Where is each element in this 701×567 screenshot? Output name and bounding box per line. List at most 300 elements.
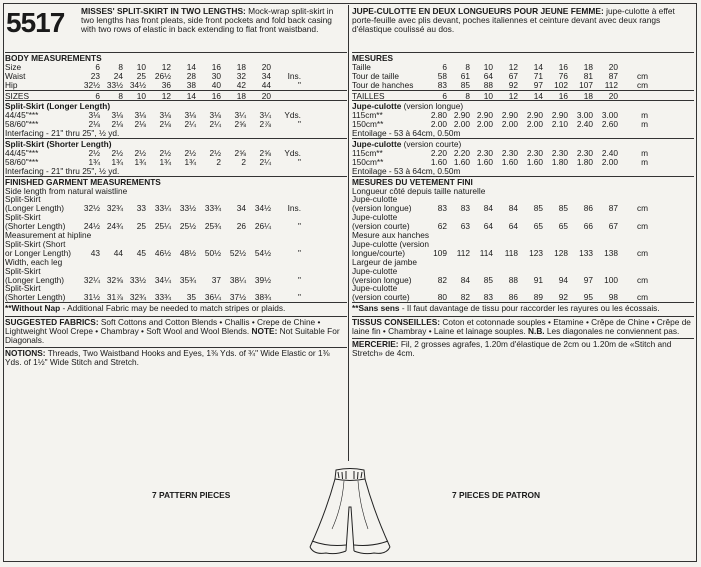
- finished-measurement-value: 97: [583, 274, 593, 285]
- yardage-shorter-label: 150cm**: [352, 156, 384, 167]
- body-measurement-value: 102: [554, 79, 568, 90]
- finished-measurement-label-line: Split-Skirt: [5, 212, 41, 223]
- finished-measurement-value: 100: [604, 274, 618, 285]
- size-value: 12: [508, 90, 518, 101]
- body-measurement-value: 6: [442, 61, 447, 72]
- yardage-longer-value: 2.10: [551, 119, 568, 130]
- finished-measurement-value: 94: [558, 274, 568, 285]
- yardage-longer-value: 2⅛: [159, 119, 171, 130]
- finished-measurement-label-line: Mesure aux hanches: [352, 230, 430, 241]
- finished-measurement-value: 45: [136, 247, 146, 258]
- body-measurement-value: 92: [508, 79, 518, 90]
- interfacing-note: Interfacing - 21" thru 25", ½ yd.: [5, 165, 120, 176]
- finished-measurement-value: 39½: [254, 274, 271, 285]
- tissus-text: Coton et cotonnade souples • Etamine • Crêpe de Chine • Crêpe de laine fin • Chambray • Laine et lainage souples.: [352, 317, 691, 337]
- size-value: 16: [558, 90, 568, 101]
- yardage-shorter-value: 2.20: [430, 147, 447, 158]
- yardage-longer-value: 3⅛: [134, 110, 146, 121]
- fabrics-title: SUGGESTED FABRICS:: [5, 317, 99, 328]
- body-measurement-value: 12: [508, 61, 518, 72]
- shorter-length-header: Split-Skirt (Shorter Length): [5, 139, 112, 150]
- finished-measurement-label-line: Jupe-culotte: [352, 212, 398, 223]
- size-label: SIZES: [5, 90, 29, 101]
- yardage-longer-value: 2⅛: [88, 119, 100, 130]
- yardage-shorter-value: 1.60: [453, 156, 470, 167]
- yardage-longer-value: 2⅛: [111, 119, 123, 130]
- yardage-shorter-value: 1.60: [476, 156, 493, 167]
- body-measurement-value: 112: [604, 79, 618, 90]
- finished-measurement-label-line: Split-Skirt: [5, 265, 41, 276]
- finished-measurement-value: 85: [533, 203, 543, 214]
- finished-measurement-unit: cm: [636, 274, 648, 285]
- column-divider: [348, 5, 349, 461]
- body-measurement-value: 28: [186, 70, 196, 81]
- finished-measurement-value: 112: [456, 247, 470, 258]
- body-measurement-value: 12: [161, 61, 171, 72]
- finished-measurement-value: 25½: [179, 221, 196, 232]
- body-measurement-value: 26½: [154, 70, 171, 81]
- sans-sens-note: [352, 302, 694, 316]
- finished-measurement-unit: ": [298, 274, 301, 285]
- pieces-de-patron-count: 7 PIECES DE PATRON: [452, 490, 541, 500]
- yardage-shorter-label: 44/45"***: [5, 147, 39, 158]
- finished-measurement-label-line: Width, each leg: [5, 256, 63, 267]
- tissus-conseilles: [352, 316, 694, 338]
- body-measurement-unit: cm: [636, 70, 648, 81]
- english-column: [5, 7, 347, 367]
- yardage-shorter-value: 2½: [111, 147, 123, 158]
- finished-measurement-unit: ": [298, 247, 301, 258]
- finished-measurement-value: 32¾: [106, 203, 123, 214]
- finished-measurement-value: 32⅝: [106, 274, 123, 285]
- yardage-longer-value: 2.90: [526, 110, 543, 121]
- yardage-longer: [5, 100, 347, 138]
- finished-measurement-value: 48½: [179, 247, 196, 258]
- metrage-longue: [352, 100, 694, 138]
- tailles-row-section: [352, 90, 694, 101]
- finished-measurement-value: 52½: [229, 247, 246, 258]
- yardage-shorter-value: 2.30: [526, 147, 543, 158]
- finished-measurement-value: 25: [136, 221, 146, 232]
- size-unit: [271, 92, 301, 101]
- fabrics-text: Soft Cottons and Cotton Blends • Challis • Crepe de Chine • Lightweight Wool Crepe • Chambray • Soft Wool and Wool Blends.: [5, 317, 321, 337]
- finished-measurement-value: 44: [113, 247, 123, 258]
- finished-measurement-label: (version courte): [352, 292, 410, 303]
- yardage-longer-label: 58/60"***: [5, 119, 39, 130]
- finished-measurement-value: 65: [533, 221, 543, 232]
- finished-measurement-value: 63: [460, 221, 470, 232]
- body-measurement-label: Taille: [352, 61, 371, 72]
- finished-measurement-value: 128: [554, 247, 568, 258]
- finished-measurement-value: 35: [186, 292, 196, 303]
- yardage-shorter-value: 2½: [134, 147, 146, 158]
- yardage-longer-value: 3.00: [601, 110, 618, 121]
- yardage-longer-value: 2.90: [476, 110, 493, 121]
- nap-note: [5, 302, 347, 316]
- yardage-shorter-value: 2⅝: [234, 147, 246, 158]
- yardage-longer-unit: Yds.: [284, 110, 301, 121]
- interfacing-note: Interfacing - 21" thru 25", ½ yd.: [5, 128, 120, 139]
- finished-measurement-value: 86: [508, 292, 518, 303]
- body-measurement-value: 6: [95, 61, 100, 72]
- size-value: 6: [442, 90, 447, 101]
- finished-measurement-row: [352, 276, 694, 285]
- yardage-longer-value: 2¼: [184, 119, 196, 130]
- finished-measurement-value: 37½: [229, 292, 246, 303]
- finished-measurement-value: 80: [437, 292, 447, 303]
- size-value: 12: [161, 90, 171, 101]
- yardage-shorter-value: 1¾: [111, 156, 123, 167]
- finished-measurement-value: 31½: [83, 292, 100, 303]
- body-measurement-value: 8: [118, 61, 123, 72]
- finished-measurement-value: 123: [529, 247, 543, 258]
- yardage-longer-value: 2⅛: [134, 119, 146, 130]
- courte-header: Jupe-culotte: [352, 139, 402, 150]
- finished-measurement-label: longue/courte): [352, 247, 406, 258]
- finished-measurement-label: (version longue): [352, 274, 412, 285]
- yardage-longer-unit: ": [298, 119, 301, 130]
- finished-measurement-label: or Longer Length): [5, 247, 71, 258]
- french-title: JUPE-CULOTTE EN DEUX LONGUEURS POUR JEUNE FEMME:: [352, 6, 604, 16]
- body-measurement-value: 18: [236, 61, 246, 72]
- finished-measurement-value: 84: [508, 203, 518, 214]
- yardage-longer-value: 2.90: [551, 110, 568, 121]
- finished-measurement-value: 37: [211, 274, 221, 285]
- finished-measurement-value: 43: [90, 247, 100, 258]
- yardage-shorter-value: 2½: [88, 147, 100, 158]
- body-measurement-value: 81: [583, 70, 593, 81]
- finished-measurement-label-line: Measurement at hipline: [5, 230, 92, 241]
- body-measurement-value: 33½: [106, 79, 123, 90]
- finished-measurement-row: [352, 293, 694, 302]
- size-value: 18: [236, 90, 246, 101]
- yardage-shorter-label: 115cm**: [352, 147, 383, 158]
- finished-measurement-value: 64: [508, 221, 518, 232]
- finished-measurement-unit: cm: [636, 221, 648, 232]
- finished-measurement-value: 38¼: [229, 274, 246, 285]
- finished-measurement-label-line: Jupe-culotte (version: [352, 238, 430, 249]
- courte-header-rest: (version courte): [401, 139, 462, 150]
- size-row: [5, 92, 347, 101]
- body-measurement-value: 42: [236, 79, 246, 90]
- mercerie-title: MERCERIE:: [352, 339, 399, 350]
- mesures: [352, 52, 694, 90]
- fini-header: MESURES DU VETEMENT FINI: [352, 176, 473, 187]
- notions-title: NOTIONS:: [5, 348, 46, 359]
- body-measurement-value: 14: [186, 61, 196, 72]
- body-measurement-value: 61: [460, 70, 470, 81]
- finished-measurement-value: 88: [508, 274, 518, 285]
- size-value: 8: [118, 90, 123, 101]
- finished-measurement-value: 33¾: [204, 203, 221, 214]
- notions: [5, 347, 347, 367]
- size-value: 14: [533, 90, 543, 101]
- interfacing-note: Entoilage - 53 à 64cm, 0.50m: [352, 165, 461, 176]
- finished-measurement-label-line: Jupe-culotte: [352, 194, 398, 205]
- finished-measurement-unit: Ins.: [287, 203, 301, 214]
- yardage-longer-label: 44/45"***: [5, 110, 39, 121]
- body-measurement-value: 36: [161, 79, 171, 90]
- yardage-longer-value: 2.60: [601, 119, 618, 130]
- finished-measurement-value: 24½: [83, 221, 100, 232]
- yardage-longer-value: 2¼: [209, 119, 221, 130]
- sans-sens-text: - Il faut davantage de tissu pour raccorder les rayures ou les écossais.: [399, 303, 660, 314]
- french-description-text: jupe-culotte à effet porte-feuille avec plis devant, poches italiennes et ceinture devant avec deux rangs d'élastique coulissé au dos.: [352, 6, 675, 34]
- body-measurement-value: 18: [583, 61, 593, 72]
- finished-measurement-value: 87: [608, 203, 618, 214]
- finished-measurement-value: 84: [483, 203, 493, 214]
- body-measurement-value: 107: [579, 79, 593, 90]
- body-measurement-label: Size: [5, 61, 22, 72]
- mesures-vetement-fini: [352, 176, 694, 303]
- finished-measurement-value: 82: [437, 274, 447, 285]
- body-measurement-value: 30: [211, 70, 221, 81]
- finished-measurement-value: 84: [460, 274, 470, 285]
- english-header: [5, 7, 347, 57]
- body-measurement-unit: Ins.: [287, 70, 301, 81]
- yardage-shorter-value: 1.60: [526, 156, 543, 167]
- size-label: TAILLES: [352, 90, 385, 101]
- finished-header: FINISHED GARMENT MEASUREMENTS: [5, 176, 161, 187]
- yardage-shorter-value: 1¾: [159, 156, 171, 167]
- yardage-longer-label: 150cm**: [352, 119, 384, 130]
- finished-measurement-value: 31⅞: [106, 292, 123, 303]
- size-row: [352, 92, 694, 101]
- yardage-shorter-value: 2.20: [453, 147, 470, 158]
- body-measurement-value: 16: [558, 61, 568, 72]
- finished-measurement-value: 32¼: [83, 274, 100, 285]
- body-measurement-label: Hip: [5, 79, 18, 90]
- body-measurement-value: 32½: [83, 79, 100, 90]
- metrage-courte: [352, 138, 694, 176]
- yardage-longer-value: 3⅛: [88, 110, 100, 121]
- longueur-note: Longueur côté depuis taille naturelle: [352, 185, 486, 196]
- finished-measurement-label: (Shorter Length): [5, 221, 66, 232]
- yardage-shorter-value: 2.30: [501, 147, 518, 158]
- yardage-shorter-unit: ": [298, 156, 301, 167]
- finished-measurement-value: 89: [533, 292, 543, 303]
- finished-measurement-unit: cm: [636, 247, 648, 258]
- finished-measurement-unit: cm: [636, 292, 648, 303]
- body-measurements: [5, 52, 347, 90]
- size-value: 14: [186, 90, 196, 101]
- finished-measurement-unit: ": [298, 221, 301, 232]
- yardage-longer-value: 3⅛: [159, 110, 171, 121]
- body-measurement-value: 67: [508, 70, 518, 81]
- yardage-shorter-value: 2½: [209, 147, 221, 158]
- longer-length-header: Split-Skirt (Longer Length): [5, 101, 111, 112]
- tissus-note-text: Les diagonales ne conviennent pas.: [544, 326, 680, 337]
- yardage-shorter: [5, 138, 347, 176]
- pattern-pieces-count: 7 PATTERN PIECES: [152, 490, 231, 500]
- yardage-shorter-value: 1¾: [134, 156, 146, 167]
- yardage-shorter-value: 2.00: [601, 156, 618, 167]
- yardage-shorter-value: 2½: [184, 147, 196, 158]
- body-measurement-value: 85: [460, 79, 470, 90]
- finished-measurement-label-line: Split-Skirt (Short: [5, 238, 66, 249]
- yardage-longer-value: 2.00: [501, 119, 518, 130]
- finished-measurement-row: [5, 204, 347, 213]
- finished-measurement-value: 118: [504, 247, 518, 258]
- body-measurement-row: [352, 81, 694, 90]
- finished-measurement-value: 36¼: [204, 292, 221, 303]
- body-measurement-value: 34: [261, 70, 271, 81]
- finished-measurement-value: 33½: [179, 203, 196, 214]
- finished-measurement-label-line: Split-Skirt: [5, 283, 41, 294]
- finished-measurement-value: 85: [558, 203, 568, 214]
- yardage-longer-unit: m: [641, 119, 648, 130]
- finished-measurement-value: 34: [236, 203, 246, 214]
- tissus-note-title: N.B.: [528, 326, 545, 337]
- body-measurement-value: 76: [558, 70, 568, 81]
- split-skirt-illustration: [302, 467, 398, 559]
- finished-measurement-value: 98: [608, 292, 618, 303]
- finished-measurement-row: [352, 204, 694, 213]
- mercerie: [352, 338, 694, 358]
- finished-measurement-value: 25¾: [204, 221, 221, 232]
- yardage-longer-value: 2.90: [501, 110, 518, 121]
- size-value: 20: [608, 90, 618, 101]
- finished-measurement-value: 26¼: [254, 221, 271, 232]
- yardage-shorter-value: 2: [216, 156, 221, 167]
- suggested-fabrics: [5, 316, 347, 347]
- yardage-longer-value: 2⅞: [259, 119, 271, 130]
- sizes-row-section: [5, 90, 347, 101]
- finished-measurement-value: 138: [604, 247, 618, 258]
- finished-measurement-value: 92: [558, 292, 568, 303]
- nap-note-text: - Additional Fabric may be needed to match stripes or plaids.: [60, 303, 286, 314]
- yardage-longer-value: 2.00: [526, 119, 543, 130]
- body-measurement-row: [5, 81, 347, 90]
- yardage-longer-value: 2.00: [476, 119, 493, 130]
- yardage-shorter-label: 58/60"***: [5, 156, 39, 167]
- finished-measurement-value: 32½: [83, 203, 100, 214]
- finished-measurement-value: 34½: [254, 203, 271, 214]
- side-length-note: Side length from natural waistline: [5, 185, 128, 196]
- finished-measurement-label-line: Jupe-culotte: [352, 265, 398, 276]
- body-measurement-value: 32: [236, 70, 246, 81]
- finished-measurement-label-line: Largeur de jambe: [352, 256, 418, 267]
- finished-measurement-value: 82: [460, 292, 470, 303]
- body-measurement-value: 88: [483, 79, 493, 90]
- yardage-shorter-unit: m: [641, 147, 648, 158]
- yardage-shorter-value: 1.60: [430, 156, 447, 167]
- yardage-longer-value: 2.00: [453, 119, 470, 130]
- finished-measurement-value: 114: [479, 247, 493, 258]
- finished-measurement-value: 64: [483, 221, 493, 232]
- body-measurement-unit: ": [298, 79, 301, 90]
- body-measurement-label: Tour de hanches: [352, 79, 414, 90]
- finished-measurement-row: [5, 293, 347, 302]
- yardage-shorter-value: 1.80: [576, 156, 593, 167]
- fabrics-note-title: NOTE:: [251, 326, 278, 337]
- yardage-longer-value: 2⅝: [234, 119, 246, 130]
- body-measurement-value: 38: [186, 79, 196, 90]
- finished-measurement-value: 26: [236, 221, 246, 232]
- finished-measurement-value: 109: [433, 247, 447, 258]
- finished-measurement-value: 65: [558, 221, 568, 232]
- yardage-shorter-value: 1.80: [551, 156, 568, 167]
- yardage-shorter-value: 2½: [159, 147, 171, 158]
- finished-measurement-value: 66: [583, 221, 593, 232]
- finished-measurement-value: 85: [483, 274, 493, 285]
- yardage-shorter-value: 2¼: [259, 156, 271, 167]
- body-measurement-value: 20: [608, 61, 618, 72]
- finished-measurement-row: [5, 276, 347, 285]
- size-value: 16: [211, 90, 221, 101]
- body-measurement-value: 97: [533, 79, 543, 90]
- finished-measurement-label: (Shorter Length): [5, 292, 66, 303]
- finished-measurement-value: 34¼: [154, 274, 171, 285]
- finished-measurement-value: 83: [437, 203, 447, 214]
- body-measurements-header: BODY MEASUREMENTS: [5, 53, 102, 63]
- yardage-shorter-value: 2.40: [601, 147, 618, 158]
- body-measurement-value: 20: [261, 61, 271, 72]
- body-measurement-unit: cm: [636, 79, 648, 90]
- pattern-number: 5517: [6, 7, 65, 38]
- finished-measurement-value: 25¼: [154, 221, 171, 232]
- body-measurement-value: 58: [437, 70, 447, 81]
- yardage-shorter-unit: m: [641, 156, 648, 167]
- size-value: 8: [465, 90, 470, 101]
- french-description: [352, 7, 690, 34]
- english-description: [81, 7, 343, 34]
- yardage-longer-value: 3.00: [576, 110, 593, 121]
- body-measurement-value: 8: [465, 61, 470, 72]
- english-description-text: Mock-wrap split-skirt in two lengths has front pleats, side front pockets and fold back casing with two rows of elastic in back extending to flat front waistband.: [81, 6, 334, 34]
- finished-measurement-value: 38¾: [254, 292, 271, 303]
- size-value: 10: [483, 90, 493, 101]
- yardage-longer-value: 2.00: [430, 119, 447, 130]
- size-value: 20: [261, 90, 271, 101]
- finished-measurement-value: 95: [583, 292, 593, 303]
- size-value: 10: [136, 90, 146, 101]
- finished-measurement-value: 133: [579, 247, 593, 258]
- fabrics-note-text: Not Suitable For Diagonals.: [5, 326, 340, 346]
- body-measurement-value: 71: [533, 70, 543, 81]
- finished-measurement-value: 50½: [204, 247, 221, 258]
- finished-measurement-value: 46½: [154, 247, 171, 258]
- yardage-longer-label: 115cm**: [352, 110, 383, 121]
- yardage-shorter-unit: Yds.: [284, 147, 301, 158]
- yardage-shorter-value: 1.60: [501, 156, 518, 167]
- tissus-title: TISSUS CONSEILLES:: [352, 317, 441, 328]
- yardage-shorter-value: 2.30: [551, 147, 568, 158]
- body-measurement-label: Waist: [5, 70, 26, 81]
- yardage-longer-value: 2.90: [453, 110, 470, 121]
- body-measurement-value: 34½: [129, 79, 146, 90]
- yardage-shorter-value: 2⅝: [259, 147, 271, 158]
- body-measurement-value: 64: [483, 70, 493, 81]
- finished-measurement-value: 35¾: [179, 274, 196, 285]
- yardage-longer-value: 3⅛: [111, 110, 123, 121]
- finished-measurement-value: 86: [583, 203, 593, 214]
- finished-measurement-value: 24¾: [106, 221, 123, 232]
- finished-measurement-unit: cm: [636, 203, 648, 214]
- english-title: MISSES' SPLIT-SKIRT IN TWO LENGTHS:: [81, 6, 246, 16]
- finished-measurement-value: 67: [608, 221, 618, 232]
- yardage-shorter-value: 1¾: [88, 156, 100, 167]
- size-value: 18: [583, 90, 593, 101]
- yardage-shorter-row: [5, 149, 347, 158]
- body-measurement-value: 83: [437, 79, 447, 90]
- finished-measurement-label-line: Split-Skirt: [5, 194, 41, 205]
- finished-measurement-value: 33: [136, 203, 146, 214]
- notions-text: Threads, Two Waistband Hooks and Eyes, 1⅜ Yds. of ¾" Wide Elastic or 1⅜ Yds. of 1½" Wide Stitch and Stretch.: [5, 348, 330, 368]
- yardage-longer-value: 3¼: [259, 110, 271, 121]
- finished-measurement-value: 32¾: [129, 292, 146, 303]
- body-measurement-value: 23: [90, 70, 100, 81]
